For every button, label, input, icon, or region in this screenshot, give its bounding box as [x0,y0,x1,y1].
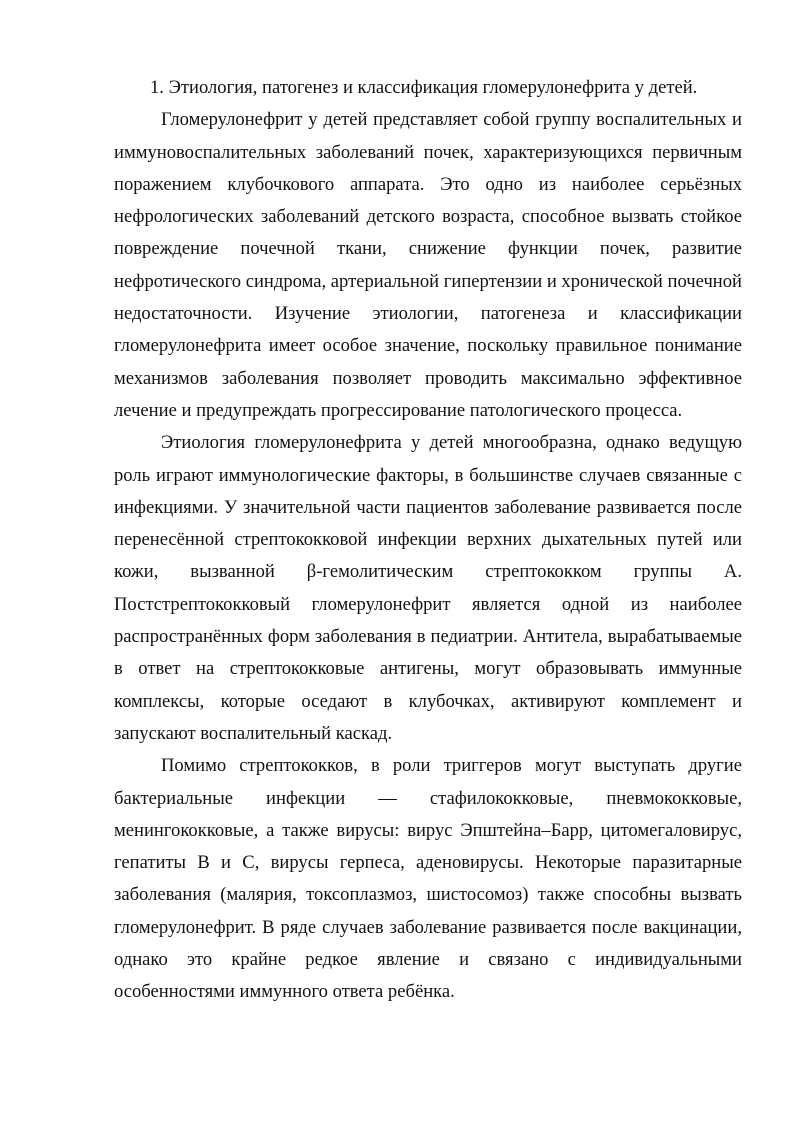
paragraph-etiology: Этиология гломерулонефрита у детей многообразна, однако ведущую роль играют иммунологические факторы, в большинстве случаев связанные с инфекциями. У значительной части пациентов заболевание развивается после перенесённой стрептококковой инфекции верхних дыхательных путей или кожи, вызванной β-гемолитическим стрептококком группы А. Постстрептококковый гломерулонефрит является одной из наиболее распространённых форм заболевания в педиатрии. Антитела, вырабатываемые в ответ на стрептококковые антигены, могут образовывать иммунные комплексы, которые оседают в клубочках, активируют комплемент и запускают воспалительный каскад. [114,432,742,744]
paragraph-other-triggers: Помимо стрептококков, в роли триггеров могут выступать другие бактериальные инфекции — стафилококковые, пневмококковые, менингококковые, а также вирусы: вирус Эпштейна–Барр, цитомегаловирус, гепатиты В и С, вирусы герпеса, аденовирусы. Некоторые паразитарные заболевания (малярия, токсоплазмоз, шистосомоз) также способны вызвать гломерулонефрит. В ряде случаев заболевание развивается после вакцинации, однако это крайне редкое явление и связано с индивидуальными особенностями иммунного ответа ребёнка. [114,755,742,1003]
paragraph-introduction: Гломерулонефрит у детей представляет собой группу воспалительных и иммуновоспалительных заболеваний почек, характеризующихся первичным поражением клубочкового аппарата. Это одно из наиболее серьёзных нефрологических заболеваний детского возраста, способное вызвать стойкое повреждение почечной ткани, снижение функции почек, развитие нефротического синдрома, артериальной гипертензии и хронической почечной недостаточности. Изучение этиологии, патогенеза и классификации гломерулонефрита имеет особое значение, поскольку правильное понимание механизмов заболевания позволяет проводить максимально эффективное лечение и предупреждать прогрессирование патологического процесса. [114,109,742,421]
document-body [114,72,742,1009]
section-heading: 1. Этиология, патогенез и классификация гломерулонефрита у детей. [150,77,698,98]
